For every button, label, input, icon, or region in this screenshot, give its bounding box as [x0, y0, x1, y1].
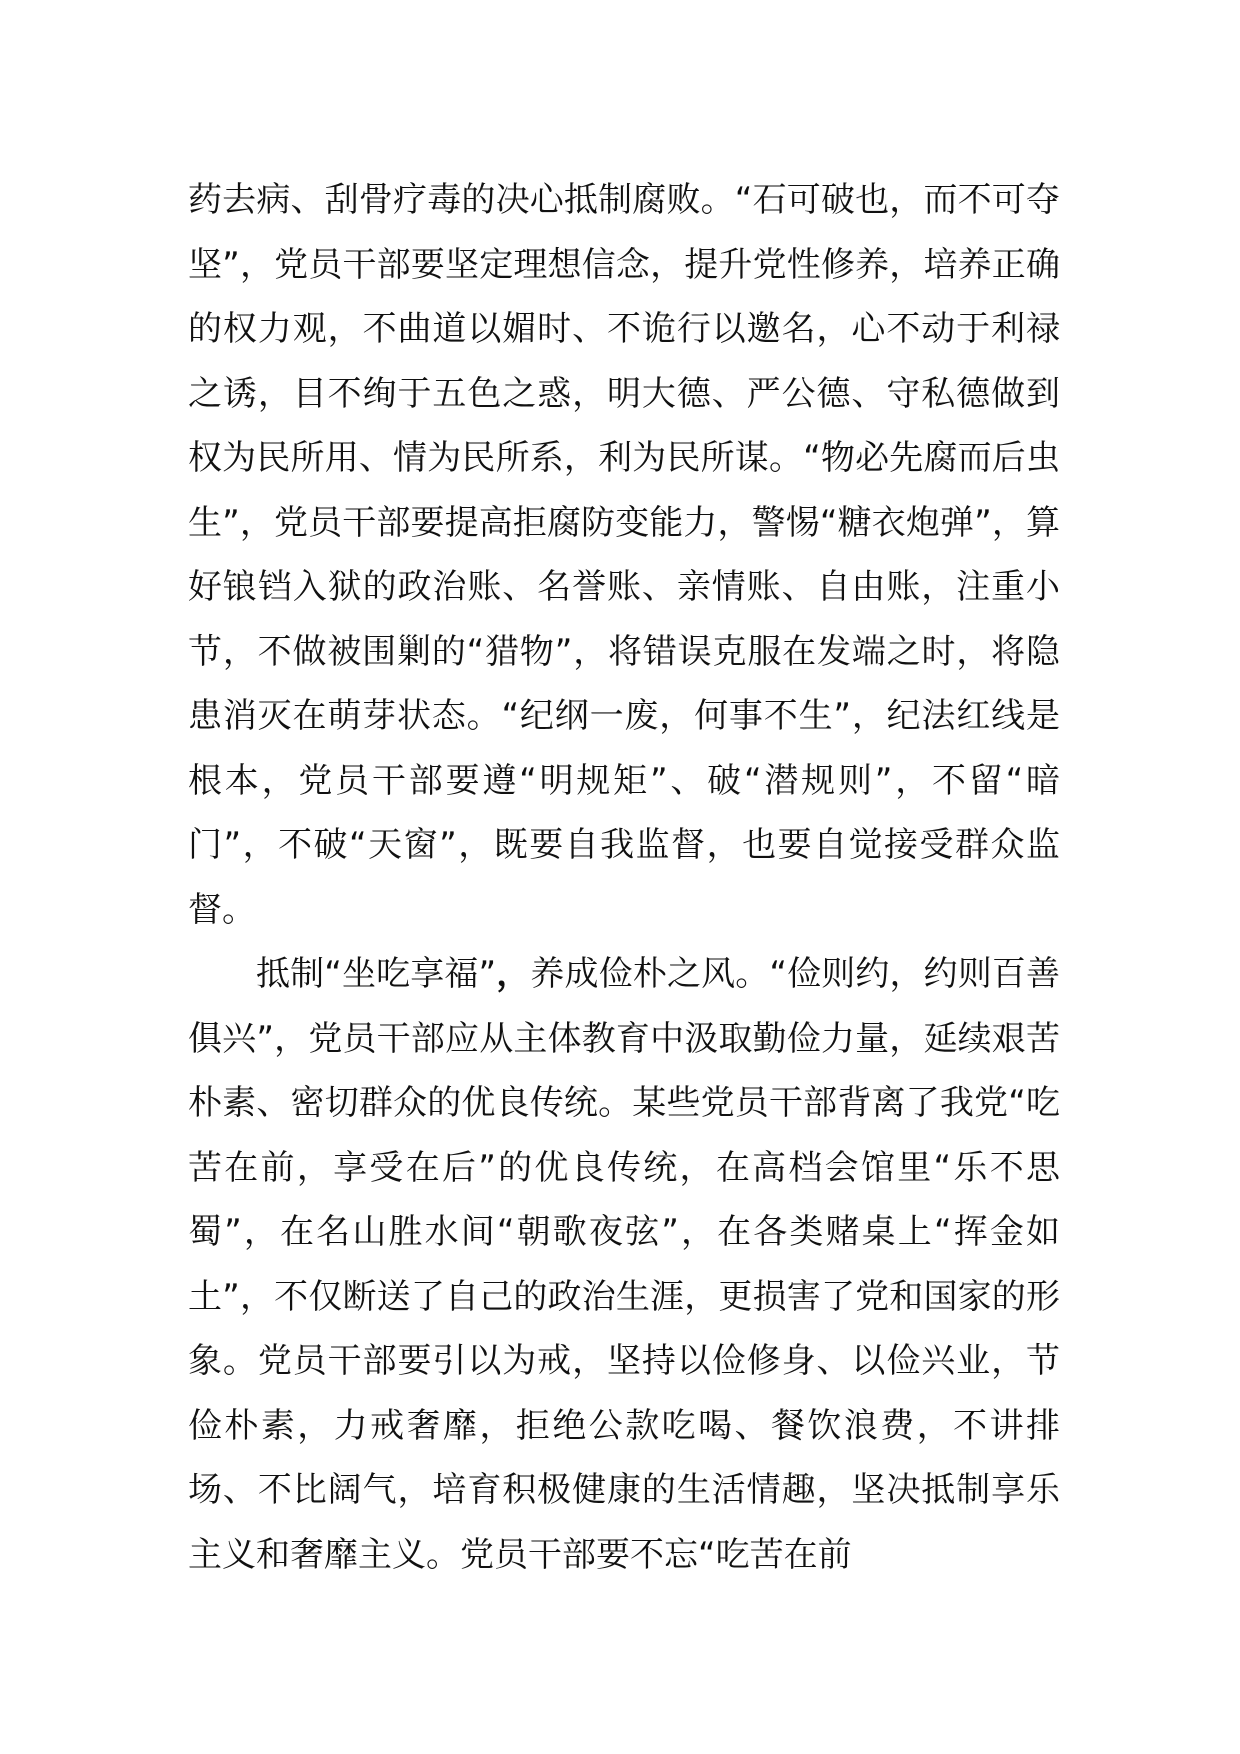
- paragraph-1: 药去病、刮骨疗毒的决心抵制腐败。“石可破也，而不可夺坚”，党员干部要坚定理想信念，提升党性修养，培养正确的权力观，不曲道以媚时、不诡行以邀名，心不动于利禄之诱，目不绚于五色之惑，明大德、严公德、守私德做到权为民所用、情为民所系，利为民所谋。“物必先腐而后虫生”，党员干部要提高拒腐防变能力，警惕“糖衣炮弹”，算好锒铛入狱的政治账、名誉账、亲情账、自由账，注重小节，不做被围剿的“猎物”，将错误克服在发端之时，将隐患消灭在萌芽状态。“纪纲一废，何事不生”，纪法红线是根本，党员干部要遵“明规矩”、破“潜规则”，不留“暗门”，不破“天窗”，既要自我监督，也要自觉接受群众监督。: [188, 180, 1060, 930]
- paragraph-2: [188, 942, 1060, 1587]
- paragraph-2-heading: 抵制“坐吃享福”: [256, 954, 497, 994]
- document-body: [188, 168, 1060, 1587]
- paragraph-2-text: 养成俭朴之风。“俭则约，约则百善俱兴”，党员干部应从主体教育中汲取勤俭力量，延续艰苦朴素、密切群众的优良传统。某些党员干部背离了我党“吃苦在前，享受在后”的优良传统，在高档会馆里“乐不思蜀”，在名山胜水间“朝歌夜弦”，在各类赌桌上“挥金如土”，不仅断送了自己的政治生涯，更损害了党和国家的形象。党员干部要引以为戒，坚持以俭修身、以俭兴业，节俭朴素，力戒奢靡，拒绝公款吃喝、餐饮浪费，不讲排场、不比阔气，培育积极健康的生活情趣，坚决抵制享乐主义和奢靡主义。党员干部要不忘“吃苦在前: [188, 954, 1060, 1575]
- paragraph-2-heading-punct: ，: [496, 954, 531, 994]
